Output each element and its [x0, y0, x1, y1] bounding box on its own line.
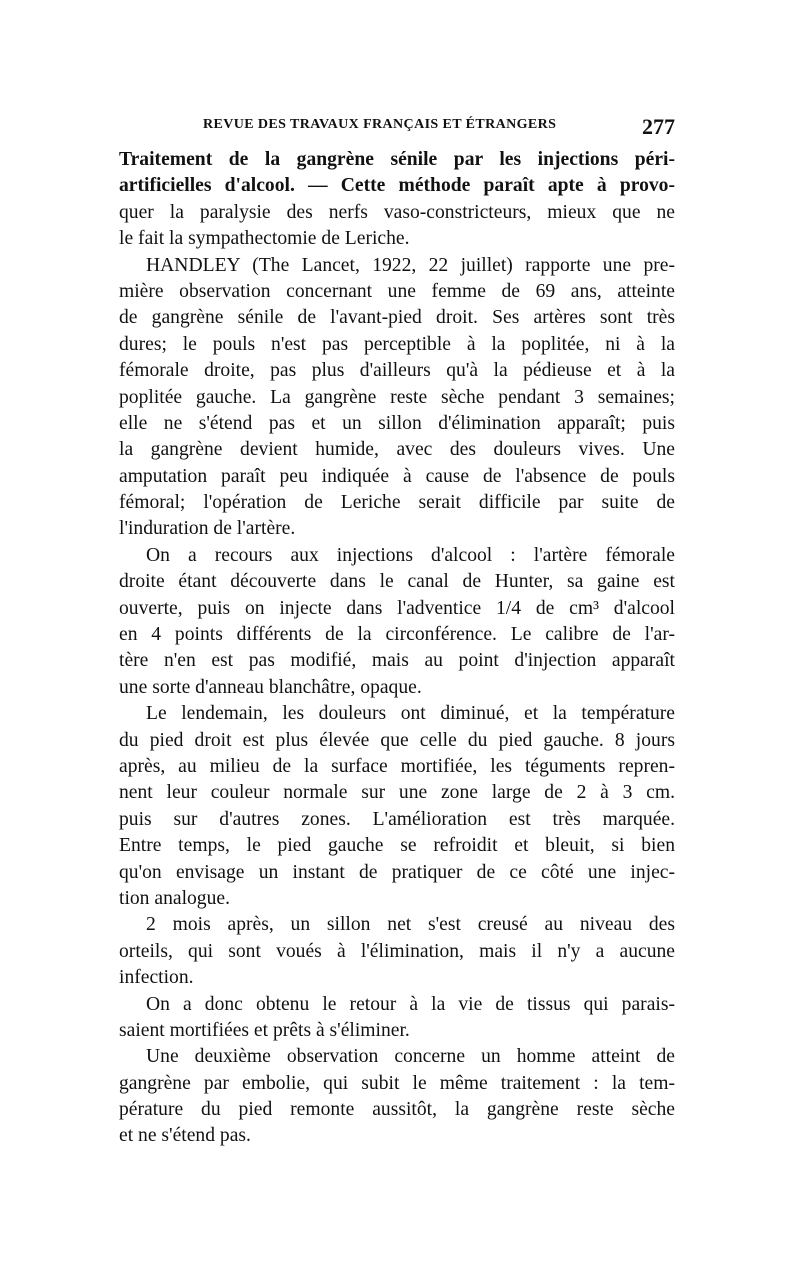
- text-line-29: tion analogue.: [119, 887, 230, 909]
- text-line-9: fémorale droite, pas plus d'ailleurs qu'à la pédieuse et à la: [119, 360, 675, 382]
- text-line-22: Le lendemain, les douleurs ont diminué, et la température: [146, 703, 675, 725]
- text-line-14: fémoral; l'opération de Leriche serait difficile par suite de: [119, 492, 675, 514]
- text-line-34: saient mortifiées et prêts à s'éliminer.: [119, 1019, 410, 1041]
- text-line-1: Traitement de la gangrène sénile par les injections péri-: [119, 149, 675, 170]
- text-line-2: artificielles d'alcool. — Cette méthode paraît apte à provo-: [119, 175, 675, 197]
- text-line-11: elle ne s'étend pas et un sillon d'élimination apparaît; puis: [119, 412, 675, 434]
- text-line-26: puis sur d'autres zones. L'amélioration est très marquée.: [119, 808, 675, 830]
- text-line-28: qu'on envisage un instant de pratiquer de ce côté une injec-: [119, 861, 675, 883]
- text-line-31: orteils, qui sont voués à l'élimination, mais il n'y a aucune: [119, 940, 675, 962]
- text-line-35: Une deuxième observation concerne un homme atteint de: [146, 1046, 675, 1068]
- text-line-19: en 4 points différents de la circonférence. Le calibre de l'ar-: [119, 624, 675, 646]
- text-line-4: le fait la sympathectomie de Leriche.: [119, 228, 410, 250]
- text-line-7: de gangrène sénile de l'avant-pied droit. Ses artères sont très: [119, 307, 675, 329]
- text-line-16: On a recours aux injections d'alcool : l'artère fémorale: [146, 544, 675, 566]
- text-line-21: une sorte d'anneau blanchâtre, opaque.: [119, 676, 422, 698]
- text-line-10: poplitée gauche. La gangrène reste sèche pendant 3 semaines;: [119, 386, 675, 408]
- text-line-15: l'induration de l'artère.: [119, 518, 296, 540]
- page-number: 277: [642, 114, 675, 139]
- text-line-13: amputation paraît peu indiquée à cause de l'absence de pouls: [119, 465, 675, 487]
- text-line-12: la gangrène devient humide, avec des douleurs vives. Une: [119, 439, 675, 461]
- text-line-8: dures; le pouls n'est pas perceptible à la poplitée, ni à la: [119, 333, 675, 355]
- text-line-3: quer la paralysie des nerfs vaso-constricteurs, mieux que ne: [119, 201, 675, 223]
- text-line-37: pérature du pied remonte aussitôt, la gangrène reste sèche: [119, 1099, 675, 1121]
- text-line-38: et ne s'étend pas.: [119, 1125, 251, 1147]
- text-line-17: droite étant découverte dans le canal de Hunter, sa gaine est: [119, 571, 675, 593]
- text-line-36: gangrène par embolie, qui subit le même traitement : la tem-: [119, 1072, 675, 1094]
- text-line-24: après, au milieu de la surface mortifiée, les téguments repren-: [119, 755, 675, 777]
- text-line-5: HANDLEY (The Lancet, 1922, 22 juillet) rapporte une pre-: [146, 254, 675, 276]
- article-body: [119, 147, 675, 1150]
- text-line-20: tère n'en est pas modifié, mais au point d'injection apparaît: [119, 650, 675, 672]
- text-line-6: mière observation concernant une femme de 69 ans, atteinte: [119, 280, 675, 302]
- text-line-33: On a donc obtenu le retour à la vie de tissus qui parais-: [146, 993, 675, 1015]
- text-line-30: 2 mois après, un sillon net s'est creusé au niveau des: [146, 914, 675, 936]
- text-line-18: ouverte, puis on injecte dans l'adventice 1/4 de cm³ d'alcool: [119, 597, 675, 619]
- running-header: [203, 115, 675, 139]
- text-line-23: du pied droit est plus élevée que celle du pied gauche. 8 jours: [119, 729, 675, 751]
- text-line-25: nent leur couleur normale sur une zone large de 2 à 3 cm.: [119, 782, 675, 804]
- text-line-27: Entre temps, le pied gauche se refroidit et bleuit, si bien: [119, 835, 675, 857]
- text-line-32: infection.: [119, 967, 194, 989]
- running-title: REVUE DES TRAVAUX FRANÇAIS ET ÉTRANGERS: [203, 117, 557, 132]
